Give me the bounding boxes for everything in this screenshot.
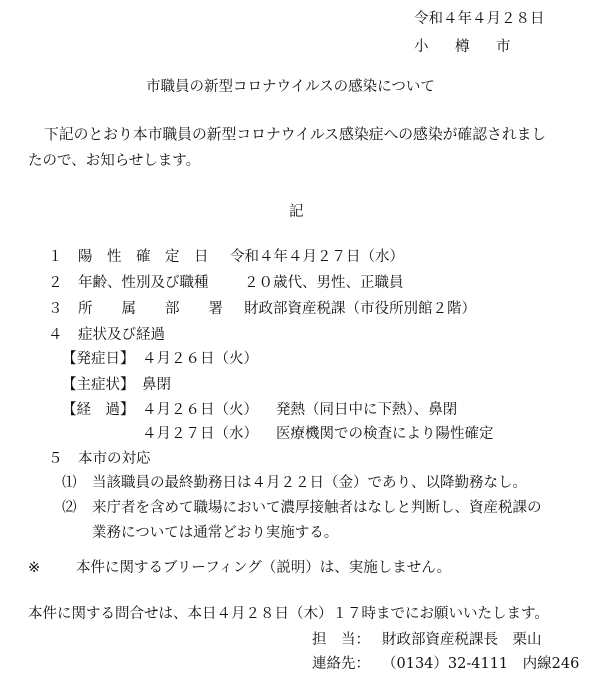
- contact-person-label: 担 当：: [312, 632, 370, 648]
- course-2-date: ４月２７日（水）: [142, 426, 258, 442]
- contact-person-value: 財政部資産税課長 栗山: [382, 632, 542, 648]
- symptom-label: 【主症状】: [62, 377, 135, 393]
- item-2-label: 年齢、性別及び職種: [78, 275, 209, 291]
- document-title: 市職員の新型コロナウイルスの感染について: [146, 79, 435, 95]
- item-1-value: 令和４年４月２７日（水）: [230, 249, 404, 265]
- onset-label: 【発症日】: [62, 351, 135, 367]
- item-5-label: 本市の対応: [78, 451, 151, 467]
- course-1-text: 発熱（同日中に下熱）、鼻閉: [276, 402, 458, 418]
- issuer-name: 小 樽 市: [414, 39, 517, 55]
- contact-phone-label: 連絡先：: [312, 656, 370, 672]
- item-2-value: ２０歳代、男性、正職員: [244, 275, 404, 291]
- item-5-number: ５: [48, 451, 63, 467]
- response-1-text: 当該職員の最終勤務日は４月２２日（金）であり、以降勤務なし。: [92, 475, 527, 491]
- course-2-text: 医療機関での検査により陽性確定: [276, 426, 494, 442]
- course-label: 【経 過】: [62, 402, 135, 418]
- course-1-date: ４月２６日（火）: [142, 402, 258, 418]
- item-4-number: ４: [48, 327, 63, 343]
- response-1-number: ⑴: [62, 475, 77, 491]
- item-3-number: ３: [48, 301, 63, 317]
- item-1-number: １: [48, 249, 63, 265]
- intro-line-1: 下記のとおり本市職員の新型コロナウイルス感染症への感染が確認されまし: [44, 126, 547, 143]
- document-date: 令和４年４月２８日: [414, 11, 545, 27]
- intro-line-2: たので、お知らせします。: [28, 153, 201, 169]
- contact-phone-value: （0134）32-4111 内線246: [382, 656, 580, 672]
- item-3-label: 所 属 部 署: [78, 301, 223, 317]
- ki-heading: 記: [289, 204, 304, 220]
- item-4-label: 症状及び経過: [78, 327, 165, 343]
- inquiry-text: 本件に関する問合せは、本日４月２８日（木）１７時までにお願いいたします。: [28, 606, 549, 622]
- note-mark: ※: [28, 560, 41, 576]
- item-1-label: 陽 性 確 定 日: [78, 249, 209, 265]
- response-2-line-2: 業務については通常どおり実施する。: [92, 525, 339, 541]
- note-text: 本件に関するブリーフィング（説明）は、実施しません。: [76, 560, 452, 576]
- item-3-value: 財政部資産税課（市役所別館２階）: [244, 301, 476, 317]
- item-2-number: ２: [48, 275, 63, 291]
- response-2-line-1: 来庁者を含めて職場において濃厚接触者はなしと判断し、資産税課の: [92, 500, 542, 516]
- onset-value: ４月２６日（火）: [142, 351, 258, 367]
- response-2-number: ⑵: [62, 500, 77, 516]
- symptom-value: 鼻閉: [142, 377, 171, 393]
